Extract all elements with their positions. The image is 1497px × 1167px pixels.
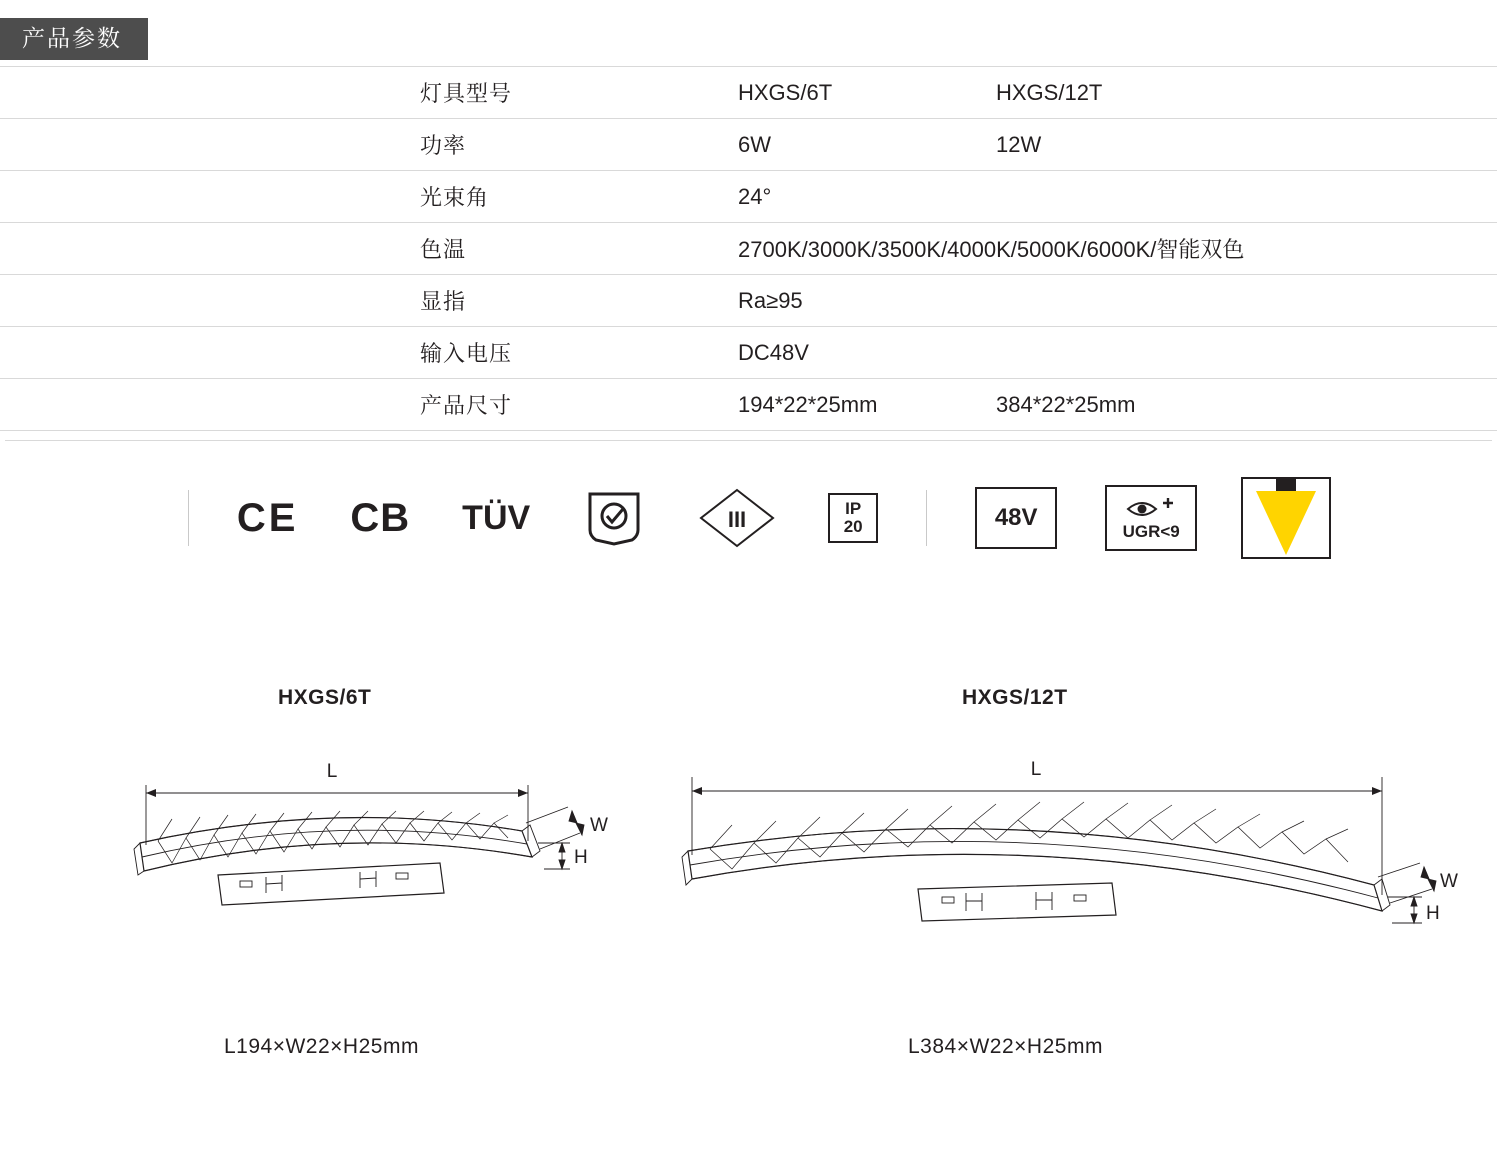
- beam-emitter: [1276, 479, 1296, 491]
- ip20-rating-icon: [828, 493, 878, 543]
- section-tag: 产品参数: [0, 18, 148, 60]
- spec-table: [0, 66, 1497, 431]
- table-row: [0, 67, 1497, 119]
- ce-mark-icon: CE: [236, 495, 299, 540]
- cb-mark-icon: CB: [350, 495, 411, 540]
- row-pad-left: [0, 223, 420, 275]
- ip-value: 20: [843, 517, 863, 536]
- product-dimensions-6t: L194×W22×H25mm: [224, 1035, 419, 1058]
- dim-label-L: L: [326, 761, 338, 782]
- table-row: [0, 171, 1497, 223]
- dim-label-W: W: [1440, 871, 1458, 892]
- beam-cone: [1256, 491, 1316, 555]
- spec-value-1: DC48V: [738, 327, 1426, 379]
- tuv-mark-icon: TÜV: [462, 498, 531, 537]
- row-pad-right: [1426, 327, 1497, 379]
- spec-value-1: Ra≥95: [738, 275, 1426, 327]
- certification-strip: [0, 478, 1497, 558]
- spec-value-2: HXGS/12T: [996, 67, 1426, 119]
- dim-label-H: H: [574, 847, 588, 868]
- spec-name: 色温: [420, 223, 738, 275]
- beam-angle-icon: [1241, 477, 1331, 559]
- svg-text:III: III: [728, 507, 747, 532]
- table-row: [0, 119, 1497, 171]
- table-row: [0, 275, 1497, 327]
- spec-value-1: 2700K/3000K/3500K/4000K/5000K/6000K/智能双色: [738, 223, 1426, 275]
- spec-value-1: 24°: [738, 171, 1426, 223]
- table-row: [0, 223, 1497, 275]
- dim-label-L: L: [1030, 759, 1042, 780]
- divider: [188, 490, 189, 546]
- spec-name: 输入电压: [420, 327, 738, 379]
- spec-name: 产品尺寸: [420, 379, 738, 431]
- spec-value-1: HXGS/6T: [738, 67, 996, 119]
- dim-label-W: W: [590, 815, 608, 836]
- ugr-label: UGR<9: [1122, 521, 1180, 541]
- spec-value-2: 384*22*25mm: [996, 379, 1426, 431]
- product-title-12t: HXGS/12T: [962, 686, 1068, 709]
- row-pad-right: [1426, 379, 1497, 431]
- spec-name: 光束角: [420, 171, 738, 223]
- product-drawing-12t: [660, 745, 1460, 965]
- dim-label-H: H: [1426, 903, 1440, 924]
- ip-label: IP: [845, 499, 862, 519]
- spec-name: 显指: [420, 275, 738, 327]
- spec-value-2: 12W: [996, 119, 1426, 171]
- spec-value-1: 6W: [738, 119, 996, 171]
- row-pad-right: [1426, 119, 1497, 171]
- row-pad-right: [1426, 223, 1497, 275]
- product-drawing-6t: [110, 745, 630, 965]
- table-row: [0, 379, 1497, 431]
- ugr-badge: [1105, 485, 1197, 551]
- rcm-tick-icon: [582, 490, 646, 546]
- table-bottom-rule: [5, 440, 1492, 441]
- divider: [926, 490, 927, 546]
- row-pad-left: [0, 327, 420, 379]
- spec-name: 功率: [420, 119, 738, 171]
- voltage-badge: 48V: [975, 487, 1057, 549]
- table-row: [0, 327, 1497, 379]
- row-pad-left: [0, 171, 420, 223]
- product-title-6t: HXGS/6T: [278, 686, 372, 709]
- row-pad-right: [1426, 275, 1497, 327]
- row-pad-left: [0, 119, 420, 171]
- spec-value-1: 194*22*25mm: [738, 379, 996, 431]
- product-dimensions-12t: L384×W22×H25mm: [908, 1035, 1103, 1058]
- row-pad-left: [0, 379, 420, 431]
- row-pad-left: [0, 67, 420, 119]
- class-3-icon: [698, 487, 776, 549]
- row-pad-right: [1426, 171, 1497, 223]
- spec-name: 灯具型号: [420, 67, 738, 119]
- row-pad-left: [0, 275, 420, 327]
- spec-table-container: [0, 66, 1497, 431]
- row-pad-right: [1426, 67, 1497, 119]
